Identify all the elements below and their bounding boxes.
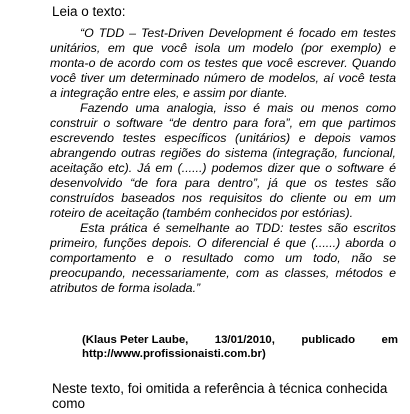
question-text: Neste texto, foi omitida a referência à técnica conhecida como (52, 381, 388, 411)
quoted-text (50, 26, 396, 296)
citation-in: em (381, 334, 398, 346)
quote-paragraph: Fazendo uma analogia, isso é mais ou menos como construir o software “de dentro para fora”, em que partimos escrevendo testes específicos (unitários) e depois vamos abrangendo outras regiões do sistema (integração, funcional, aceitação etc). Já em (......) podemos dizer que o software é desenvolvido “de fora para dentro”, já que os testes são construídos baseados nos requisitos do cliente ou em um roteiro de aceitação (também conhecidos por estórias). (50, 101, 396, 220)
intro-text: Leia o texto: (52, 4, 126, 19)
citation-published: publicado (301, 334, 356, 346)
citation (82, 333, 398, 361)
citation-date: 13/01/2010, (214, 334, 275, 346)
citation-source (82, 347, 398, 361)
quote-paragraph: Esta prática é semelhante ao TDD: testes são escritos primeiro, funções depois. O diferencial é que (......) aborda o comportamento e o resultado como um todo, não se preocupando, necessariamente, com as classes, métodos e atributos de forma isolada.” (50, 221, 396, 295)
citation-line (82, 333, 398, 347)
citation-author: (Klaus Peter Laube, (82, 334, 189, 346)
citation-source-link[interactable]: www.profissionaisti.com.br (113, 348, 262, 360)
quote-paragraph: “O TDD – Test-Driven Development é focado em testes unitários, em que você isola um modelo (por exemplo) e monta-o de acordo com os testes que você escrever. Quando você tiver um determinado número de modelos, aí você testa a integração entre eles, e assim por diante. (50, 26, 396, 100)
citation-source-suffix: ) (261, 348, 266, 360)
citation-source-prefix: http:// (82, 348, 114, 360)
